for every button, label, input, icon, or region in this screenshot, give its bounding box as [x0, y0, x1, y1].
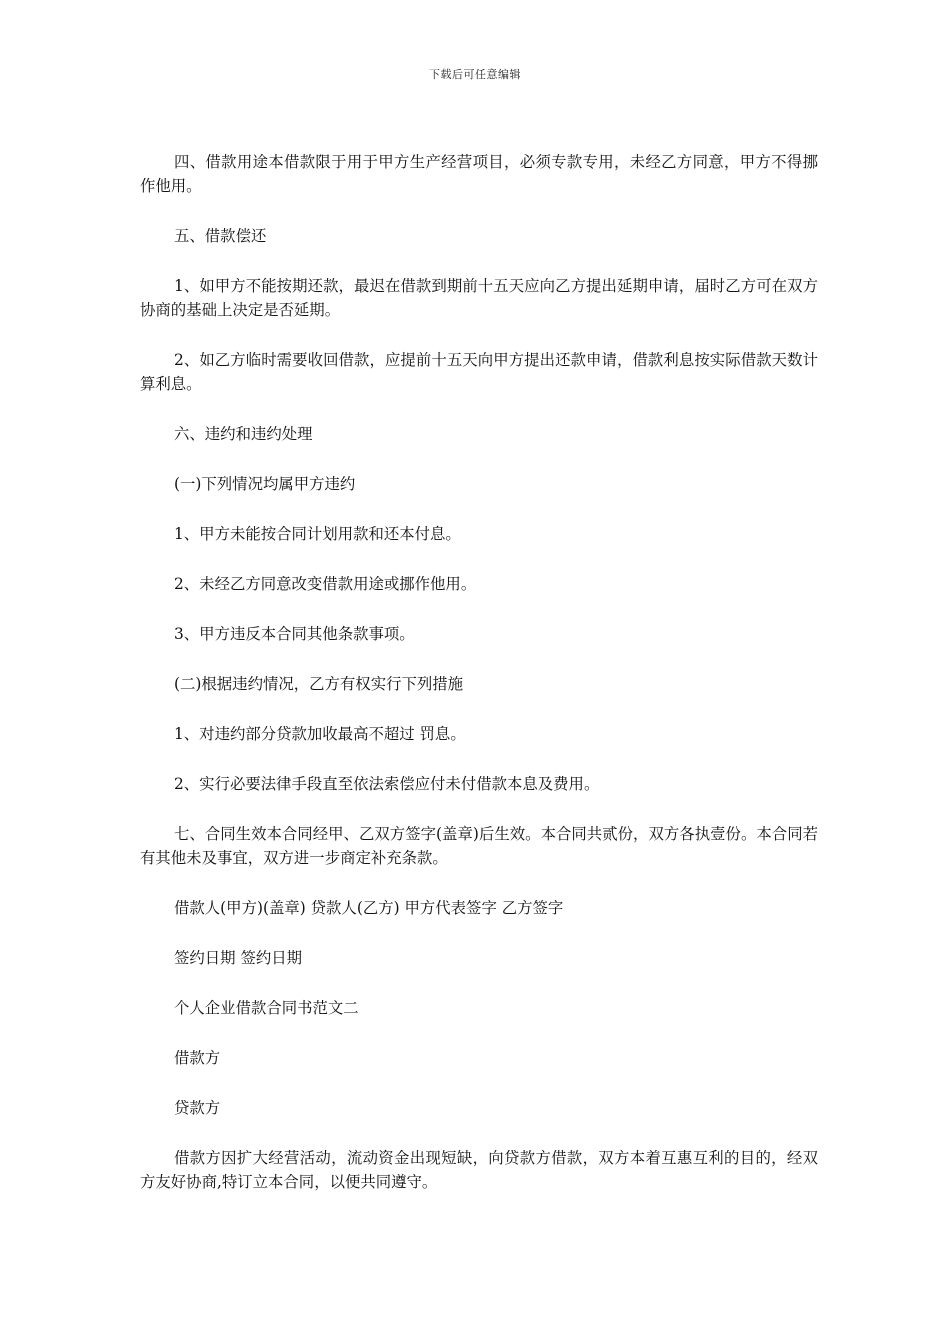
paragraph-breach-1: 1、甲方未能按合同计划用款和还本付息。 — [174, 525, 461, 543]
subheading-breach-cases: (一)下列情况均属甲方违约 — [174, 475, 356, 493]
heading-repayment: 五、借款偿还 — [174, 227, 267, 245]
paragraph-measure-1: 1、对违约部分贷款加收最高不超过 罚息。 — [174, 725, 466, 743]
paragraph-measure-2: 2、实行必要法律手段直至依法索偿应付未付借款本息及费用。 — [174, 775, 600, 793]
paragraph-loan-purpose: 四、借款用途本借款限于用于甲方生产经营项目，必须专款专用，未经乙方同意，甲方不得挪作他用。 — [140, 153, 818, 195]
borrower-label: 借款方 — [174, 1049, 221, 1067]
lender-label: 贷款方 — [174, 1099, 221, 1117]
paragraph-breach-3: 3、甲方违反本合同其他条款事项。 — [174, 625, 415, 643]
subheading-measures: (二)根据违约情况，乙方有权实行下列措施 — [174, 675, 464, 693]
paragraph-repayment-1: 1、如甲方不能按期还款，最迟在借款到期前十五天应向乙方提出延期申请，届时乙方可在双方协商的基础上决定是否延期。 — [140, 277, 818, 319]
heading-breach: 六、违约和违约处理 — [174, 425, 313, 443]
signature-line: 借款人(甲方)(盖章) 贷款人(乙方) 甲方代表签字 乙方签字 — [174, 899, 564, 917]
paragraph-effectiveness: 七、合同生效本合同经甲、乙双方签字(盖章)后生效。本合同共贰份，双方各执壹份。本合同若有其他未及事宜，双方进一步商定补充条款。 — [140, 825, 818, 867]
document-body — [140, 150, 818, 1220]
signing-date-line: 签约日期 签约日期 — [174, 949, 303, 967]
section-title-sample-two: 个人企业借款合同书范文二 — [174, 999, 359, 1017]
paragraph-repayment-2: 2、如乙方临时需要收回借款，应提前十五天向甲方提出还款申请，借款利息按实际借款天数计算利息。 — [140, 351, 818, 393]
page-header: 下载后可任意编辑 — [429, 68, 521, 81]
paragraph-preamble: 借款方因扩大经营活动，流动资金出现短缺，向贷款方借款，双方本着互惠互利的目的，经双方友好协商,特订立本合同，以便共同遵守。 — [140, 1149, 818, 1191]
paragraph-breach-2: 2、未经乙方同意改变借款用途或挪作他用。 — [174, 575, 477, 593]
